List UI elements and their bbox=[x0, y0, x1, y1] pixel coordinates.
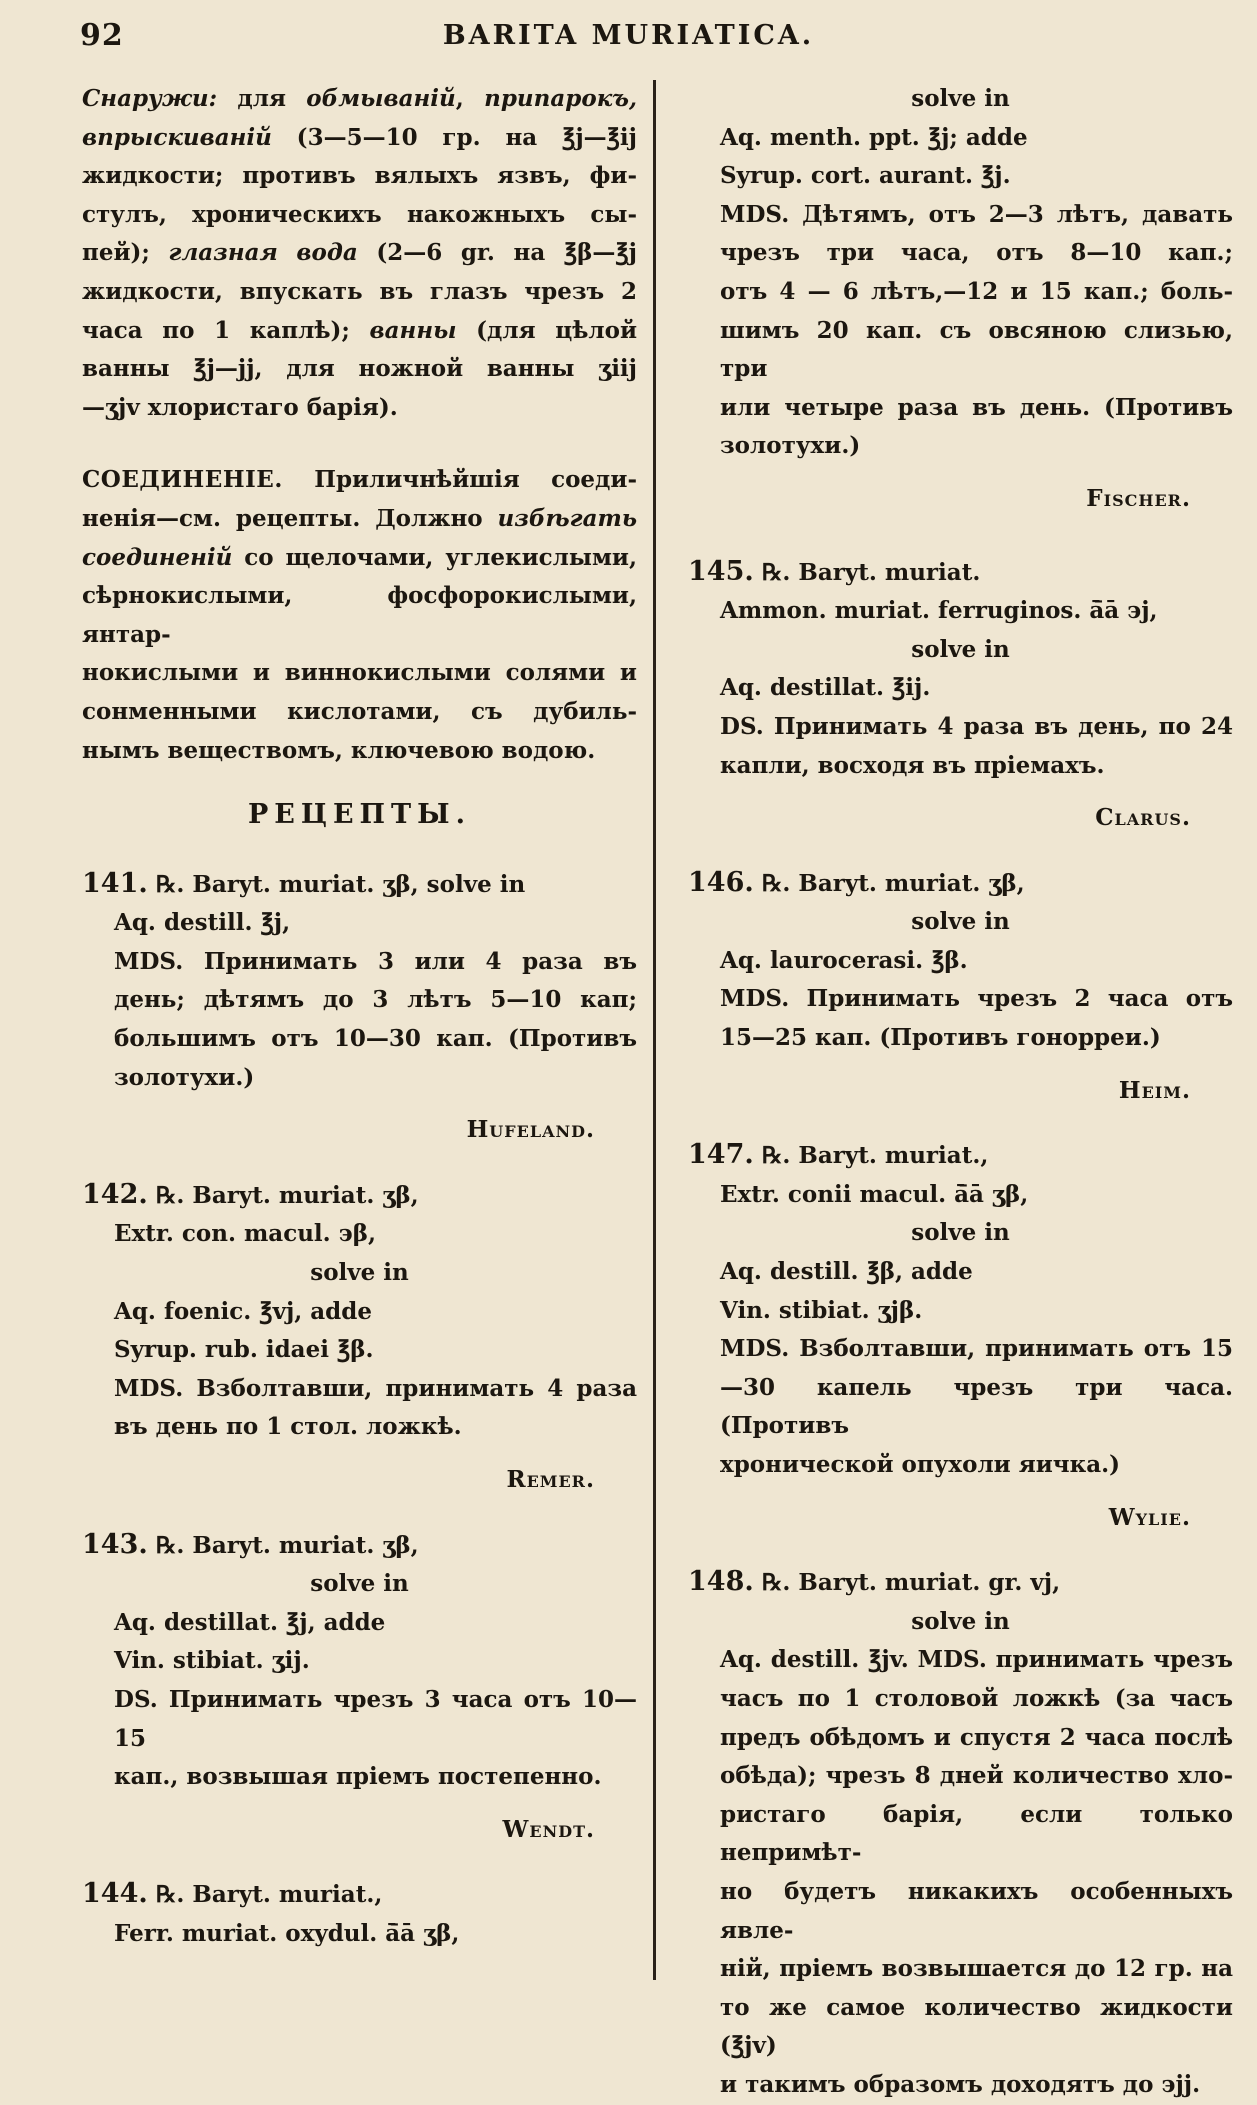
recipe-146 bbox=[688, 864, 1233, 1111]
recipe-144-start bbox=[82, 1875, 637, 1953]
recipe-line: ℞. Baryt. muriat. ʒβ, bbox=[155, 1531, 419, 1559]
page-number: 92 bbox=[80, 18, 124, 53]
text-line bbox=[82, 500, 637, 539]
recipe-line: MDS. Принимать чрезъ 2 часа отъ bbox=[720, 985, 1233, 1013]
recipe-number: 144. bbox=[82, 1878, 148, 1910]
recipe-line: Extr. conii macul. ā̄ā ʒβ, bbox=[720, 1180, 1029, 1208]
italic-run: глазная вода bbox=[168, 239, 358, 267]
recipe-line: Extr. con. macul. ϶β, bbox=[114, 1220, 376, 1248]
recipe-line: большимъ отъ 10—30 кап. (Противъ bbox=[114, 1025, 637, 1053]
recipe-line: нiй, прiемъ возвышается до 12 гр. на bbox=[720, 1955, 1233, 1983]
text-run: ванны ℥j—jj, для ножной ванны ʒiij bbox=[82, 355, 637, 383]
text-line bbox=[82, 693, 637, 732]
recipe-line: solve in bbox=[310, 1259, 409, 1287]
recipe-line: Aq. destillat. ℥j, adde bbox=[114, 1608, 386, 1636]
text-run: (для цѣлой bbox=[456, 316, 638, 344]
recipe-line: Aq. laurocerasi. ℥β. bbox=[720, 946, 968, 974]
text-line bbox=[82, 312, 637, 351]
recipe-line: капли, восходя въ прiемахъ. bbox=[720, 751, 1105, 779]
text-run: часа по 1 каплѣ); bbox=[82, 316, 370, 344]
text-line bbox=[82, 273, 637, 312]
recipe-line: Ammon. muriat. ferruginos. ā̄ā ϶j, bbox=[720, 597, 1158, 625]
recipe-line: ℞. Baryt. muriat. ʒβ, bbox=[155, 1181, 419, 1209]
recipe-number: 142. bbox=[82, 1178, 148, 1210]
text-line bbox=[82, 539, 637, 578]
text-run: пей); bbox=[82, 239, 169, 267]
recipe-line: solve in bbox=[310, 1570, 409, 1598]
italic-run: Снаружи: bbox=[82, 85, 218, 112]
recipe-line: DS. Принимать 4 раза въ день, по 24 bbox=[720, 712, 1233, 740]
recipe-author: Hufeland. bbox=[466, 1116, 595, 1144]
recipe-line: —30 капель чрезъ три часа. (Противъ bbox=[720, 1373, 1233, 1440]
recipe-line: ристаго барiя, если только непримѣт- bbox=[720, 1800, 1233, 1867]
recipe-line: Syrup. cort. aurant. ℥j. bbox=[720, 162, 1011, 190]
column-rule bbox=[653, 80, 656, 1980]
text-line bbox=[82, 577, 637, 654]
recipe-line: золотухи.) bbox=[720, 432, 861, 460]
external-use-paragraph bbox=[82, 80, 637, 427]
text-line bbox=[82, 196, 637, 235]
text-line bbox=[82, 732, 637, 771]
recipe-142 bbox=[82, 1176, 637, 1500]
text-run: нокислыми и виннокислыми солями и bbox=[82, 659, 637, 687]
recipe-author: Clarus. bbox=[1095, 804, 1191, 832]
recipe-line: шимъ 20 кап. съ овсяною слизью, три bbox=[720, 316, 1233, 383]
recipe-line: и такимъ образомъ доходятъ до ϶jj. bbox=[720, 2070, 1201, 2098]
recipe-author: Wendt. bbox=[502, 1815, 595, 1843]
recipe-line: Syrup. rub. idaei ℥β. bbox=[114, 1336, 374, 1364]
recipe-line: solve in bbox=[911, 85, 1010, 112]
recipe-line: то же самое количество жидкости (℥jv) bbox=[720, 1993, 1233, 2060]
recipe-line: хронической опухоли яичка.) bbox=[720, 1451, 1121, 1478]
recipe-144-continued bbox=[688, 80, 1233, 519]
recipe-number: 141. bbox=[82, 867, 148, 899]
recipe-line: MDS. Дѣтямъ, отъ 2—3 лѣтъ, давать bbox=[720, 200, 1233, 228]
recipe-number: 143. bbox=[82, 1528, 148, 1560]
recipe-line: MDS. Принимать 3 или 4 раза въ bbox=[114, 947, 637, 975]
recipe-line: ℞. Baryt. muriat. ʒβ, bbox=[761, 869, 1025, 897]
left-column bbox=[82, 80, 637, 1954]
recipe-line: solve in bbox=[911, 908, 1010, 936]
recipe-line: solve in bbox=[911, 1607, 1010, 1635]
recipe-author: Wylie. bbox=[1108, 1503, 1191, 1531]
section-heading: СОЕДИНЕНIЕ. bbox=[82, 466, 283, 494]
text-run: нымъ веществомъ, ключевою водою. bbox=[82, 736, 596, 764]
recipe-line: ℞. Baryt. muriat. bbox=[761, 558, 981, 586]
recipe-line: отъ 4 — 6 лѣтъ,—12 и 15 кап.; боль- bbox=[720, 277, 1233, 305]
recipe-line: MDS. Взболтавши, принимать 4 раза bbox=[114, 1374, 637, 1402]
text-line bbox=[82, 350, 637, 389]
recipe-line: но будетъ никакихъ особенныхъ явле- bbox=[720, 1877, 1233, 1944]
text-run: жидкости; противъ вялыхъ язвъ, фи- bbox=[82, 162, 637, 190]
recipe-line: Ferr. muriat. oxydul. ā̄ā ʒβ, bbox=[114, 1919, 460, 1947]
recipe-line: день; дѣтямъ до 3 лѣтъ 5—10 кап; bbox=[114, 986, 637, 1014]
recipe-line: Aq. destill. ℥jv. MDS. принимать чрезъ bbox=[720, 1646, 1233, 1674]
italic-run: обмыванiй bbox=[306, 85, 456, 112]
recipe-line: solve in bbox=[911, 635, 1010, 663]
recipe-line: ℞. Baryt. muriat. gr. vj, bbox=[761, 1569, 1061, 1597]
text-run: для bbox=[217, 85, 307, 112]
recipe-line: часъ по 1 столовой ложкѣ (за часъ bbox=[720, 1684, 1233, 1712]
text-run: со щелочами, углекислыми, bbox=[232, 543, 637, 571]
recipe-line: предъ обѣдомъ и спустя 2 часа послѣ bbox=[720, 1723, 1233, 1751]
recipe-line: Vin. stibiat. ʒjβ. bbox=[720, 1296, 923, 1324]
text-run: жидкости, впускать въ глазъ чрезъ 2 bbox=[82, 277, 637, 305]
recipe-line: обѣда); чрезъ 8 дней количество хло- bbox=[720, 1762, 1233, 1790]
text-line bbox=[82, 80, 637, 119]
text-line bbox=[82, 234, 637, 273]
recipe-line: кап., возвышая прiемъ постепенно. bbox=[114, 1763, 602, 1791]
recipe-143 bbox=[82, 1526, 637, 1850]
recipe-145 bbox=[688, 553, 1233, 838]
recipe-line: solve in bbox=[911, 1219, 1010, 1247]
recipe-author: Heim. bbox=[1118, 1076, 1191, 1104]
recipe-line: чрезъ три часа, отъ 8—10 кап.; bbox=[720, 239, 1233, 267]
recipe-line: или четыре раза въ день. (Противъ bbox=[720, 393, 1233, 421]
recipe-line: ℞. Baryt. muriat., bbox=[155, 1881, 383, 1909]
recipe-line: золотухи.) bbox=[114, 1063, 255, 1091]
text-line bbox=[82, 389, 637, 428]
recipe-line: ℞. Baryt. muriat., bbox=[761, 1142, 989, 1170]
recipe-line: Aq. foenic. ℥vj, adde bbox=[114, 1297, 372, 1325]
recipe-number: 147. bbox=[688, 1139, 754, 1171]
recipe-line: Aq. menth. ppt. ℥j; adde bbox=[720, 123, 1028, 151]
recipe-line: въ день по 1 стол. ложкѣ. bbox=[114, 1413, 462, 1441]
recipe-author: Remer. bbox=[506, 1466, 595, 1493]
recipe-line: MDS. Взболтавши, принимать отъ 15 bbox=[720, 1335, 1233, 1363]
recipe-141 bbox=[82, 865, 637, 1150]
right-column bbox=[688, 80, 1233, 2105]
recipe-author: Fischer. bbox=[1086, 484, 1191, 512]
italic-run: припарокъ, bbox=[484, 85, 637, 112]
italic-run: соединенiй bbox=[82, 543, 233, 571]
text-run: (3—5—10 гр. на ℥j—℥ij bbox=[271, 123, 637, 151]
recipe-number: 145. bbox=[688, 555, 754, 587]
text-run: сонменными кислотами, съ дубиль- bbox=[82, 697, 637, 725]
italic-run: ванны bbox=[369, 316, 457, 344]
italic-run: избѣгать bbox=[497, 504, 637, 532]
text-run: , bbox=[455, 85, 485, 112]
text-run: стулъ, хроническихъ накожныхъ сы- bbox=[82, 200, 637, 228]
compound-paragraph bbox=[82, 461, 637, 770]
text-run: сѣрнокислыми, фосфорокислыми, янтар- bbox=[82, 582, 637, 648]
recipe-number: 146. bbox=[688, 866, 754, 898]
recipe-line: DS. Принимать чрезъ 3 часа отъ 10—15 bbox=[114, 1685, 637, 1752]
text-line bbox=[82, 461, 637, 500]
text-line bbox=[82, 654, 637, 693]
recipe-line: 15—25 кап. (Противъ гонорреи.) bbox=[720, 1024, 1161, 1052]
text-run: Приличнѣйшiя соеди- bbox=[282, 466, 637, 494]
recipe-line: Aq. destillat. ℥ij. bbox=[720, 674, 931, 702]
text-line bbox=[82, 157, 637, 196]
text-run: ненiя—см. рецепты. Должно bbox=[82, 504, 498, 532]
text-line bbox=[82, 119, 637, 158]
text-run: (2—6 gr. на ℥β—℥j bbox=[357, 239, 637, 267]
recipe-line: ℞. Baryt. muriat. ʒβ, solve in bbox=[155, 870, 526, 898]
recipe-147 bbox=[688, 1136, 1233, 1537]
recipes-heading: РЕЦЕПТЫ. bbox=[248, 799, 471, 831]
running-head: BARITA MURIATICA. bbox=[442, 20, 815, 51]
recipe-148 bbox=[688, 1563, 1233, 2104]
recipe-line: Vin. stibiat. ʒij. bbox=[114, 1647, 310, 1675]
recipe-line: Aq. destill. ℥β, adde bbox=[720, 1258, 973, 1286]
recipe-line: Aq. destill. ℥j, bbox=[114, 909, 291, 937]
text-run: —ʒjv хлористаго барiя). bbox=[82, 393, 398, 421]
italic-run: впрыскиванiй bbox=[82, 123, 272, 151]
recipe-number: 148. bbox=[688, 1566, 754, 1598]
